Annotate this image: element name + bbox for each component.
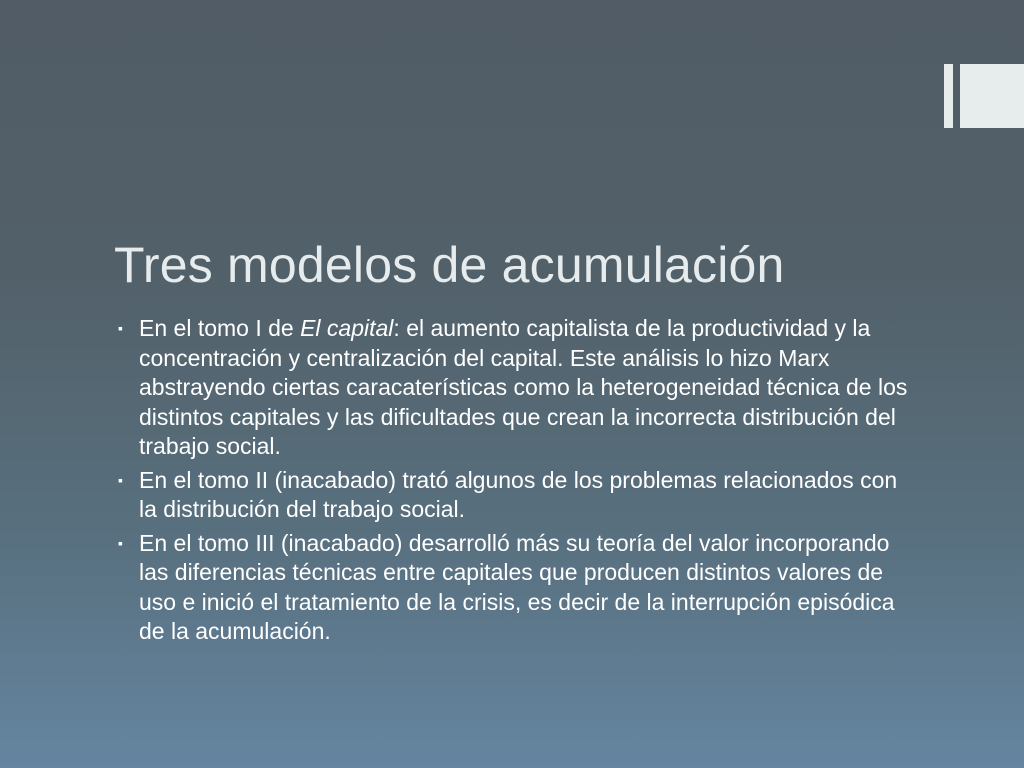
book-title: El capital <box>300 315 394 341</box>
bullet-square-icon: ▪ <box>118 471 123 488</box>
bullet-item <box>118 466 908 525</box>
bullet-list <box>118 314 908 651</box>
decorative-bar-thin <box>944 64 953 128</box>
decorative-bar-wide <box>960 64 1024 128</box>
bullet-text: En el tomo III (inacabado) desarrolló más su teoría del valor incorporando las diferencias técnicas entre capitales que producen distintos valores de uso e inició el tratamiento de la crisis, es decir de la interrupción episódica de la acumulación. <box>139 529 895 644</box>
bullet-text <box>139 315 907 459</box>
bullet-item <box>118 529 908 647</box>
slide-title: Tres modelos de acumulación <box>114 237 785 293</box>
bullet-square-icon: ▪ <box>118 534 123 551</box>
bullet-text: En el tomo II (inacabado) trató algunos de los problemas relacionados con la distribución del trabajo social. <box>139 466 898 522</box>
bullet-square-icon: ▪ <box>118 320 123 336</box>
bullet-text-end: : el aumento capitalista de la productividad y la concentración y centralización del capital. Este análisis lo hizo Marx abstrayendo ciertas caracaterísticas como la heterogeneidad técnica de los distintos capitales y las dificultades que crean la incorrecta distribución del trabajo social. <box>139 315 908 459</box>
bullet-item <box>118 314 908 462</box>
bullet-text-start: En el tomo I de <box>139 315 301 341</box>
